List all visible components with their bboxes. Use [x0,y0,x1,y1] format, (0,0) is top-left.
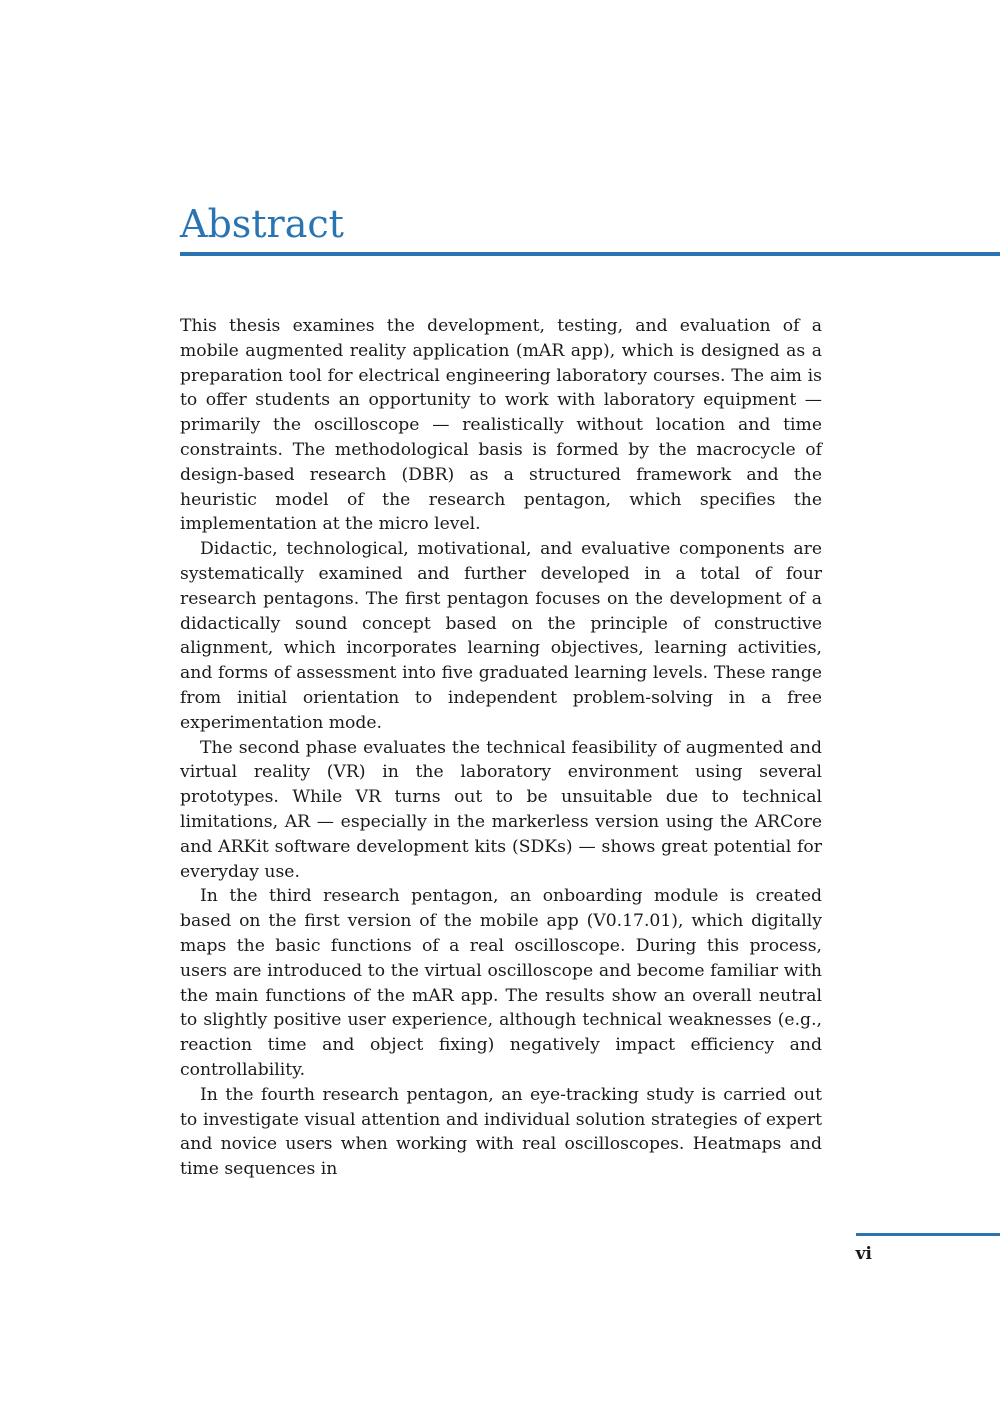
abstract-body [180,314,822,1182]
footer-rule [856,1233,1000,1236]
paragraph-3: The second phase evaluates the technical feasibility of augmented and virtual reality (VR) in the laboratory environment using several prototypes. While VR turns out to be unsuitable due to technical limitations, AR — especially in the markerless version using the ARCore and ARKit software development kits (SDKs) — shows great potential for everyday use. [180,737,822,882]
paragraph-1: This thesis examines the development, testing, and evaluation of a mobile augmented reality application (mAR app), which is designed as a preparation tool for electrical engineering laboratory courses. The aim is to offer students an opportunity to work with laboratory equipment — primarily the oscilloscope — realistically without location and time constraints. The methodological basis is formed by the macrocycle of design-based research (DBR) as a structured framework and the heuristic model of the research pentagon, which specifies the implementation at the micro level. [180,316,822,535]
paragraph-2: Didactic, technological, motivational, and evaluative components are systematically examined and further developed in a total of four research pentagons. The first pentagon focuses on the development of a didactically sound concept based on the principle of constructive alignment, which incorporates learning objectives, learning activities, and forms of assessment into five graduated learning levels. These range from initial orientation to independent problem-solving in a free experimentation mode. [180,539,822,733]
paragraph-4: In the third research pentagon, an onboarding module is created based on the first version of the mobile app (V0.17.01), which digitally maps the basic functions of a real oscilloscope. During this process, users are introduced to the virtual oscilloscope and become familiar with the main functions of the mAR app. The results show an overall neutral to slightly positive user experience, although technical weaknesses (e.g., reaction time and object fixing) negatively impact efficiency and controllability. [180,886,822,1080]
page-number: vi [855,1244,872,1264]
chapter-title: Abstract [180,202,344,246]
title-rule [180,252,1000,256]
paragraph-5: In the fourth research pentagon, an eye-tracking study is carried out to investigate visual attention and individual solution strategies of expert and novice users when working with real oscilloscopes. Heatmaps and time sequences in [180,1084,822,1180]
